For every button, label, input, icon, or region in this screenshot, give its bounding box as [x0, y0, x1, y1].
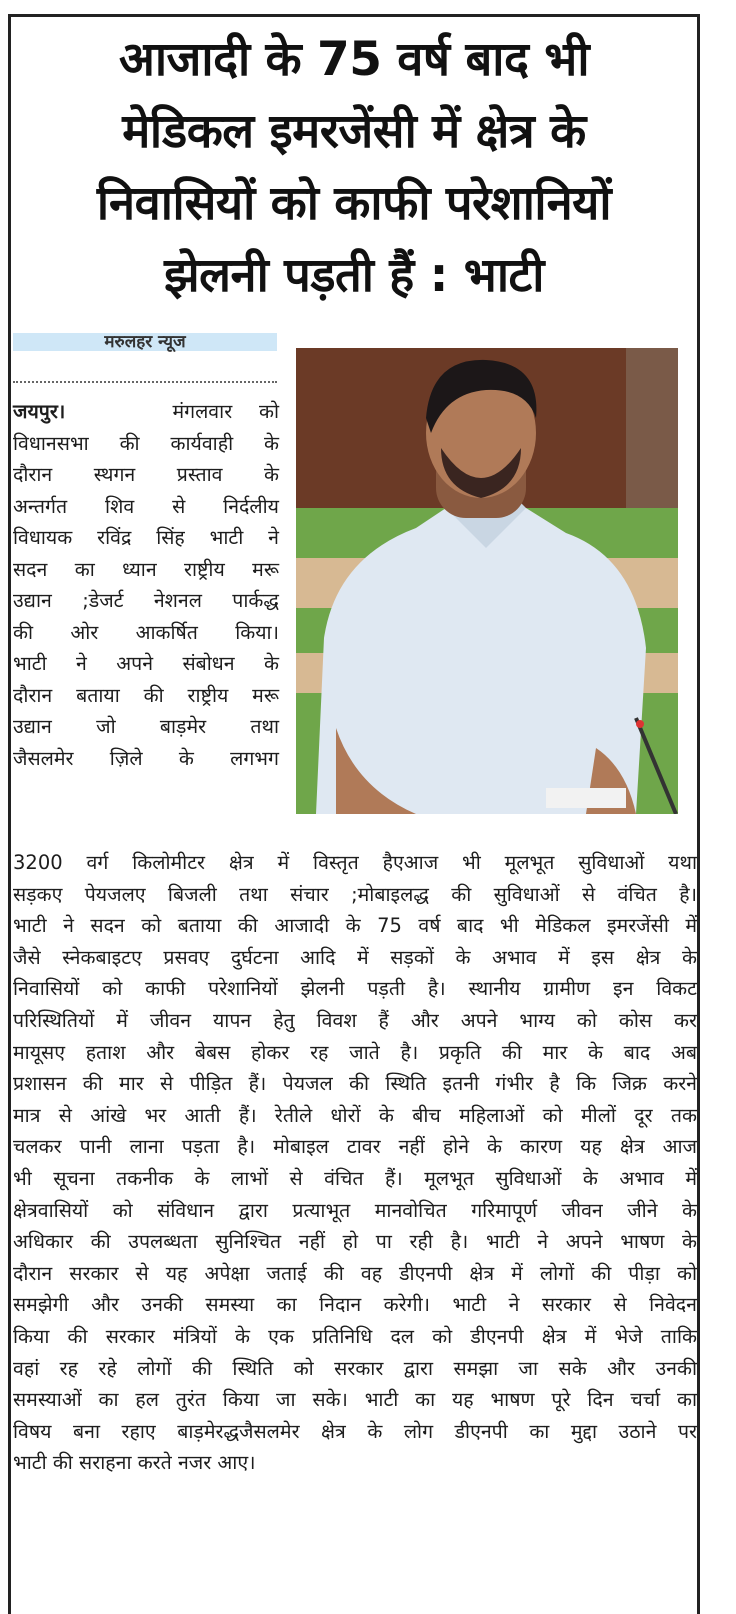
headline-line: निवासियों को काफी परेशानियों [96, 176, 612, 231]
speaker-photo-illustration [296, 348, 678, 814]
body-line: जैसलमेर ज़िले के लगभग [13, 746, 279, 770]
body-line: विषय बना रहाए बाड़मेरद्धजैसलमेर क्षेत्र के लोग डीएनपी का मुद्दा उठाने पर [13, 1419, 697, 1443]
body-line: उद्यान जो बाड़मेर तथा [13, 715, 279, 738]
body-line: किया की सरकार मंत्रियों के एक प्रतिनिधि दल को डीएनपी क्षेत्र में भेजे ताकि [13, 1324, 697, 1348]
dotted-divider [13, 381, 277, 383]
body-line: विधायक रविंद्र सिंह भाटी ने [13, 526, 279, 549]
body-line: समझेगी और उनकी समस्या का निदान करेगी। भाटी ने सरकार से निवेदन [13, 1293, 697, 1317]
headline-line: आजादी के 75 वर्ष बाद भी [118, 32, 589, 87]
body-line: समस्याओं का हल तुरंत किया जा सके। भाटी का यह भाषण पूरे दिन चर्चा का [13, 1388, 697, 1412]
body-line: उद्यान ;डेजर्ट नेशनल पार्कद्ध [13, 589, 279, 612]
body-line: भाटी ने सदन को बताया की आजादी के 75 वर्ष बाद भी मेडिकल इमरजेंसी में [13, 914, 697, 938]
body-line: भाटी की सराहना करते नजर आए। [13, 1451, 256, 1475]
body-line: मंगलवार को [172, 400, 279, 423]
body-line: निवासियों को काफी परेशानियों झेलनी पड़ती है। स्थानीय ग्रामीण इन विकट [13, 977, 697, 1001]
body-line: अन्तर्गत शिव से निर्दलीय [13, 494, 279, 518]
article-body-full [13, 847, 697, 1479]
body-line: क्षेत्रवासियों को संविधान द्वारा प्रत्याभूत मानवोचित गरिमापूर्ण जीवन जीने के [13, 1198, 697, 1222]
article-body-column [13, 396, 279, 774]
body-line: चलकर पानी लाना पड़ता है। मोबाइल टावर नहीं होने के कारण यह क्षेत्र आज [13, 1135, 697, 1159]
headline-line: मेडिकल इमरजेंसी में क्षेत्र के [122, 104, 586, 159]
body-line: विधानसभा की कार्यवाही के [13, 431, 279, 455]
body-line: सदन का ध्यान राष्ट्रीय मरू [13, 557, 279, 581]
body-line: प्रशासन की मार से पीड़ित हैं। पेयजल की स्थिति इतनी गंभीर है कि जिक्र करने [13, 1072, 697, 1096]
body-line: जैसे स्नेकबाइटए प्रसवए दुर्घटना आदि में सड़कों के अभाव में इस क्षेत्र के [13, 945, 697, 969]
body-line: अधिकार की उपलब्धता सुनिश्चित नहीं हो पा रही है। भाटी ने अपने भाषण के [13, 1230, 697, 1254]
body-line: भाटी ने अपने संबोधन के [13, 652, 279, 675]
headline-line: झेलनी पड़ती हैं : भाटी [164, 248, 544, 303]
headline [14, 24, 694, 312]
body-line: मात्र से आंखे भर आती हैं। रेतीले धोरों के बीच महिलाओं को मीलों दूर तक [13, 1103, 697, 1127]
body-line: सड़कए पेयजलए बिजली तथा संचार ;मोबाइलद्ध की सुविधाओं से वंचित है। [13, 882, 697, 906]
body-line: की ओर आकर्षित किया। [13, 620, 279, 644]
body-line: 3200 वर्ग किलोमीटर क्षेत्र में विस्तृत हैएआज भी मूलभूत सुविधाओं यथा [13, 851, 697, 874]
dateline-city: जयपुर। [13, 400, 66, 423]
body-line: परिस्थितियों में जीवन यापन हेतु विवश हैं और अपने भाग्य को कोस कर [13, 1008, 697, 1032]
body-line: मायूसए हताश और बेबस होकर रह जाते है। प्रकृति की मार के बाद अब [13, 1040, 697, 1064]
body-line: भी सूचना तकनीक के लाभों से वंचित हैं। मूलभूत सुविधाओं के अभाव में [13, 1166, 697, 1190]
body-line: दौरान सरकार से यह अपेक्षा जताई की वह डीएनपी क्षेत्र में लोगों की पीड़ा को [13, 1261, 697, 1285]
article-photo [296, 348, 678, 814]
body-line: दौरान स्थगन प्रस्ताव के [13, 463, 279, 486]
byline: मरुलहर न्यूज [13, 333, 277, 351]
body-line: दौरान बताया की राष्ट्रीय मरू [13, 683, 279, 707]
body-line: वहां रह रहे लोगों की स्थिति को सरकार द्वारा समझा जा सके और उनकी [13, 1356, 697, 1380]
